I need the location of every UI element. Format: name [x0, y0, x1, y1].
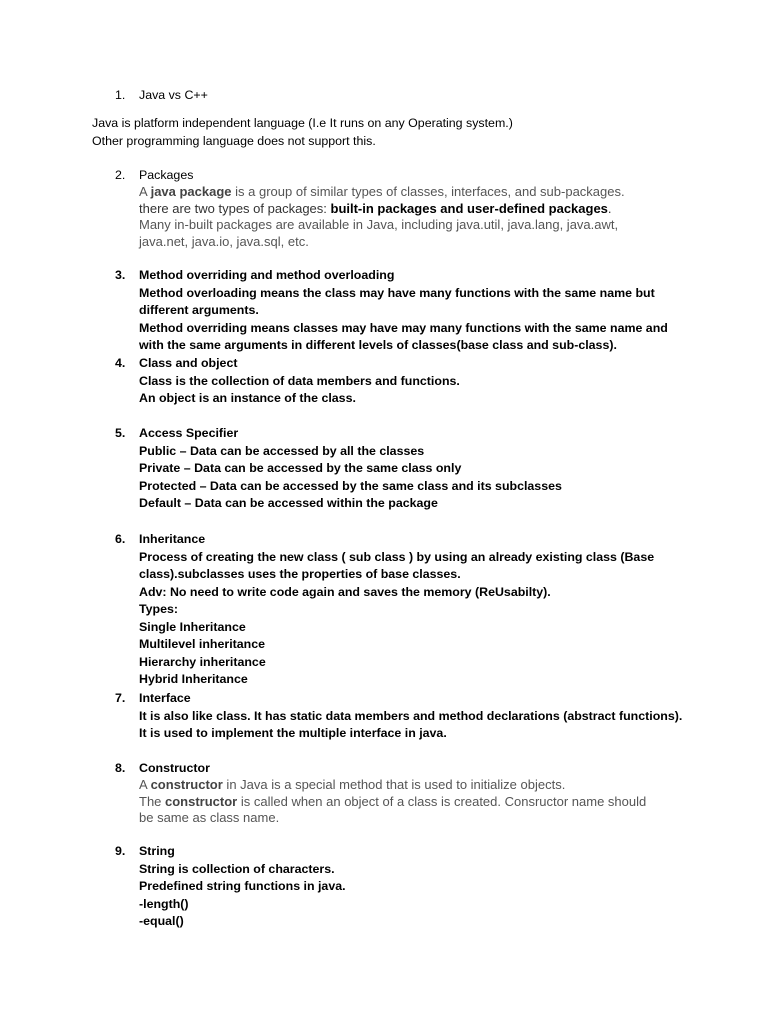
section-line: Hierarchy inheritance	[139, 654, 266, 669]
item-number-7: 7.	[115, 691, 126, 705]
inheritance-section	[139, 531, 699, 689]
item-title-interface: Interface	[139, 691, 191, 705]
access-specifier-section	[139, 425, 699, 513]
item-number-2: 2.	[115, 168, 126, 182]
intro-line: Java is platform independent language (I.e It runs on any Operating system.)	[92, 116, 513, 130]
intro-line: Other programming language does not support this.	[92, 133, 376, 148]
item-title-class-object: Class and object	[139, 356, 238, 370]
constructor-description	[139, 777, 699, 827]
item-number-3: 3.	[115, 268, 126, 282]
section-line: Adv: No need to write code again and saves the memory (ReUsabilty).	[139, 584, 551, 599]
section-line: Predefined string functions in java.	[139, 879, 346, 893]
item-title-constructor: Constructor	[139, 761, 210, 775]
section-line: Method overriding means classes may have may many functions with the same name and	[139, 320, 668, 335]
item-number-6: 6.	[115, 532, 126, 546]
constructor-line: A constructor in Java is a special method that is used to initialize objects.	[139, 777, 566, 792]
section-line: Single Inheritance	[139, 619, 246, 634]
section-line: Process of creating the new class ( sub class ) by using an already existing class (Base	[139, 549, 655, 564]
section-line: Default – Data can be accessed within the package	[139, 496, 438, 510]
item-title-access-specifier: Access Specifier	[139, 426, 239, 440]
section-line: Public – Data can be accessed by all the classes	[139, 443, 425, 458]
section-line: with the same arguments in different levels of classes(base class and sub-class).	[139, 338, 617, 352]
section-line: String is collection of characters.	[139, 861, 335, 876]
section-line: It is used to implement the multiple interface in java.	[139, 726, 447, 740]
item-title-method-overriding: Method overriding and method overloading	[139, 268, 395, 282]
constructor-line: be same as class name.	[139, 810, 280, 825]
method-overriding-section	[139, 267, 699, 355]
section-line: Method overloading means the class may have many functions with the same name but	[139, 285, 655, 300]
item-number-9: 9.	[115, 844, 126, 858]
section-line: Class is the collection of data members and functions.	[139, 373, 460, 388]
section-line: It is also like class. It has static data members and method declarations (abstract functions).	[139, 708, 683, 723]
intro-paragraph	[92, 115, 692, 150]
item-number-8: 8.	[115, 761, 126, 775]
section-line: -equal()	[139, 914, 184, 928]
constructor-line: The constructor is called when an object of a class is created. Consructor name should	[139, 793, 647, 809]
item-number-4: 4.	[115, 356, 126, 370]
string-section	[139, 843, 699, 931]
section-line: Multilevel inheritance	[139, 637, 266, 651]
section-line: different arguments.	[139, 303, 259, 317]
section-line: Private – Data can be accessed by the same class only	[139, 461, 462, 475]
packages-line: java.net, java.io, java.sql, etc.	[139, 233, 309, 249]
section-line: Types:	[139, 602, 179, 616]
item-title-inheritance: Inheritance	[139, 532, 206, 546]
class-object-section	[139, 355, 699, 408]
packages-description	[139, 184, 699, 250]
item-number-5: 5.	[115, 426, 126, 440]
packages-line: Many in-built packages are available in Java, including java.util, java.lang, java.awt,	[139, 217, 619, 232]
section-line: Protected – Data can be accessed by the same class and its subclasses	[139, 478, 562, 493]
item-number-1: 1.	[115, 88, 126, 102]
item-title-packages: Packages	[139, 168, 194, 182]
section-line: Hybrid Inheritance	[139, 672, 248, 686]
section-line: class).subclasses uses the properties of base classes.	[139, 567, 461, 581]
section-line: -length()	[139, 896, 189, 911]
item-title-string: String	[139, 844, 175, 858]
item-title-java-vs-cpp: Java vs C++	[139, 88, 208, 102]
packages-line: A java package is a group of similar types of classes, interfaces, and sub-packages.	[139, 184, 625, 199]
interface-section	[139, 690, 699, 743]
section-line: An object is an instance of the class.	[139, 391, 356, 405]
packages-line: there are two types of packages: built-in packages and user-defined packages.	[139, 200, 612, 216]
